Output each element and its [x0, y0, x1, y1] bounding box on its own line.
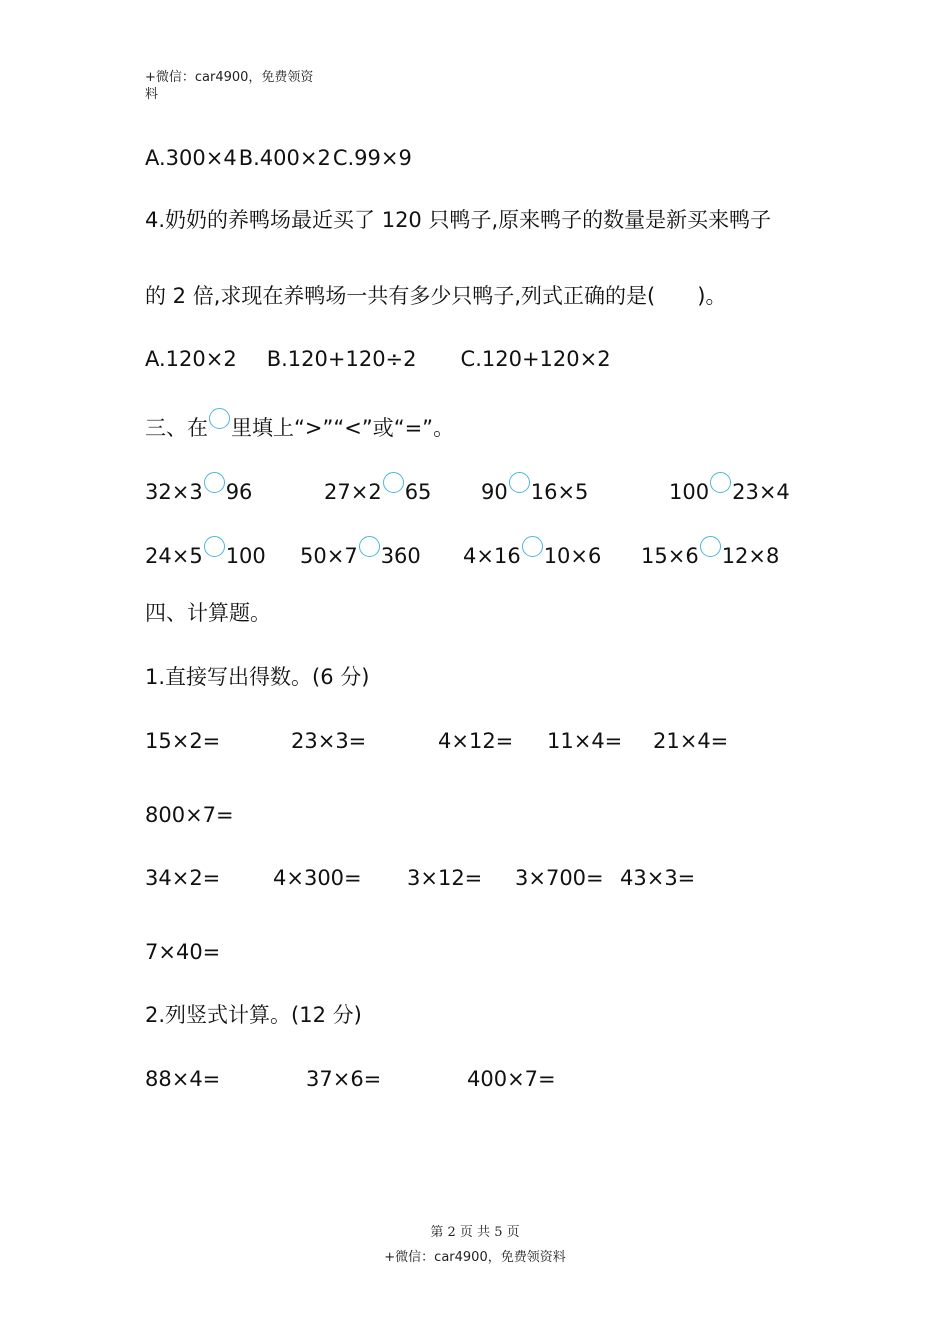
- circle-placeholder-icon: [209, 408, 230, 429]
- calc-p1-r2-1: 34×2=: [145, 866, 221, 890]
- compare-circle-icon[interactable]: [710, 472, 731, 493]
- calc-p1-r2-3: 3×12=: [407, 866, 483, 890]
- part1-title: 1.直接写出得数。(6 分): [145, 665, 370, 689]
- q3-option-c: C.99×9: [332, 146, 412, 170]
- compare-circle-icon[interactable]: [383, 472, 404, 493]
- q3-option-b: B.400×2: [238, 146, 331, 170]
- compare-circle-icon[interactable]: [204, 472, 225, 493]
- compare-circle-icon[interactable]: [204, 536, 225, 557]
- header-wechat-line2: 料: [145, 87, 159, 102]
- part2-title: 2.列竖式计算。(12 分): [145, 1003, 362, 1027]
- compare-item-r2-3: [463, 536, 601, 571]
- calc-p1-r1-2: 23×3=: [291, 729, 367, 753]
- compare-circle-icon[interactable]: [509, 472, 530, 493]
- calc-p1-r1-5: 21×4=: [653, 729, 729, 753]
- calc-p1-r2-4: 3×700=: [515, 866, 604, 890]
- calc-p1-r1-3: 4×12=: [438, 729, 514, 753]
- calc-p1-r1b: 800×7=: [145, 803, 234, 827]
- q3-options: [145, 143, 412, 173]
- compare-item-r2-2: [300, 536, 421, 571]
- q4-option-a: A.120×2: [145, 347, 237, 371]
- header-wechat-line1: +微信：car4900，免费领资: [145, 70, 314, 85]
- compare-item-r1-1: [145, 472, 252, 507]
- compare-right: 12×8: [721, 544, 780, 568]
- calc-p2-r1-3: 400×7=: [467, 1067, 556, 1091]
- compare-circle-icon[interactable]: [700, 536, 721, 557]
- calc-p1-r1-4: 11×4=: [547, 729, 623, 753]
- compare-left: 15×6: [641, 544, 699, 568]
- compare-right: 16×5: [530, 480, 589, 504]
- section4-title: 四、计算题。: [145, 601, 271, 625]
- compare-right: 96: [225, 480, 253, 504]
- header-wechat-note: [145, 69, 313, 103]
- calc-p1-r2-5: 43×3=: [620, 866, 696, 890]
- q3-option-a: A.300×4: [145, 146, 237, 170]
- calc-p2-r1-1: 88×4=: [145, 1067, 221, 1091]
- compare-left: 4×16: [463, 544, 521, 568]
- calc-p1-r2-2: 4×300=: [273, 866, 362, 890]
- compare-left: 90: [481, 480, 508, 504]
- section3-title-pre: 三、在: [145, 416, 208, 440]
- calc-p1-r2b: 7×40=: [145, 940, 221, 964]
- compare-left: 27×2: [324, 480, 382, 504]
- compare-item-r1-3: [481, 472, 588, 507]
- compare-item-r1-2: [324, 472, 431, 507]
- compare-item-r2-1: [145, 536, 266, 571]
- compare-left: 100: [669, 480, 710, 504]
- q4-option-b: B.120+120÷2: [266, 347, 417, 371]
- compare-circle-icon[interactable]: [522, 536, 543, 557]
- page-number: 第 2 页 共 5 页: [430, 1225, 520, 1240]
- q4-option-c: C.120+120×2: [460, 347, 611, 371]
- compare-right: 360: [380, 544, 421, 568]
- compare-left: 32×3: [145, 480, 203, 504]
- compare-item-r1-4: [669, 472, 790, 507]
- q4-line2: 的 2 倍,求现在养鸭场一共有多少只鸭子,列式正确的是( )。: [145, 284, 727, 308]
- calc-p2-r1-2: 37×6=: [306, 1067, 382, 1091]
- compare-right: 10×6: [543, 544, 602, 568]
- compare-right: 23×4: [732, 480, 790, 504]
- compare-item-r2-4: [641, 536, 779, 571]
- compare-left: 24×5: [145, 544, 203, 568]
- calc-p1-r1-1: 15×2=: [145, 729, 221, 753]
- section3-title: [145, 408, 454, 443]
- compare-left: 50×7: [300, 544, 358, 568]
- compare-right: 65: [404, 480, 432, 504]
- section3-title-post: 里填上“>”“<”或“=”。: [231, 416, 455, 440]
- q4-line1: 4.奶奶的养鸭场最近买了 120 只鸭子,原来鸭子的数量是新买来鸭子: [145, 208, 772, 232]
- compare-right: 100: [225, 544, 266, 568]
- footer-wechat-note: +微信：car4900，免费领资料: [384, 1250, 566, 1265]
- compare-circle-icon[interactable]: [359, 536, 380, 557]
- q4-options: [145, 344, 611, 374]
